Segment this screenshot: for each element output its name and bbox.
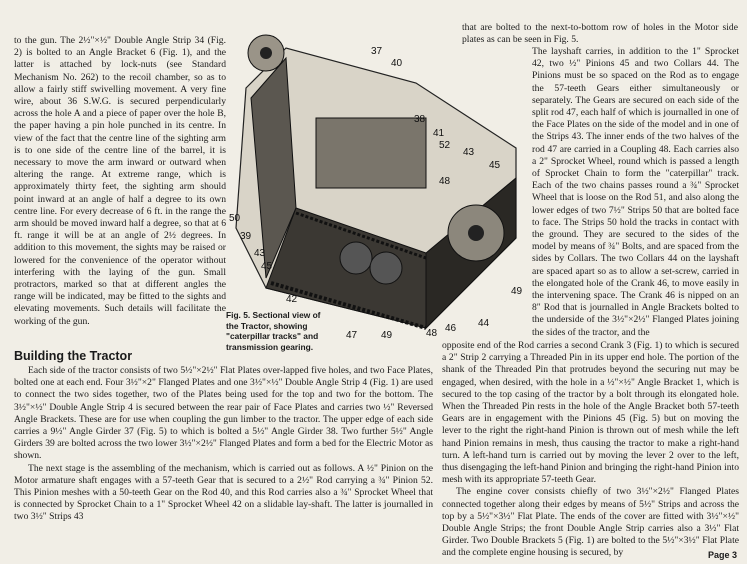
right-column-paragraph: The layshaft carries, in addition to the 1" Sprocket 42, two ½" Pinions 45 and two Collars 44. The Pinions must be so spaced on the Rod as to engage the 57-teeth Gears either simultaneously or separately. The Gears are secured on each side of the split rod 47, each half of which is journalled in one of the Face Plates on the side of the model and in one of the Strips 43. The inner ends of the two halves of the rod 47 are carried in a Coupling 48. Each carries also a 2" Sprocket Wheel, round which is passed a length of Sprocket Chain to form the "caterpillar" track. Each of the two chains passes round a ¾" Sprocket Wheel that is loose on the Rod 51, and also along the lower edges of two 7½" Strips 50 that are bolted face to face. The Strips 50 hold the tracks in contact with the ground. They are secured to the sides of the model by means of ¾" Bolts, and are spaced from the sides by Collars. The two Collars 44 on the layshaft are spaced apart so as to allow a set-screw, carried in the elongated hole of the Crank 46, to move easily in the intervening space. The Crank 46 is nipped on an 8" Rod that is journalled in Angle Brackets bolted to the underside of the 3½"×2½" Flanged Plates joining the sides of the tractor, and the [532,46,739,338]
callout-label: 43 [463,147,475,158]
bottom-paragraph-2: The next stage is the assembling of the mechanism, which is carried out as follows. A ½" Pinion on the Motor armature shaft engages with a 57-teeth Gear that is secured to a 2½" Rod carrying a ¾" Pinion 52. This Pinion meshes with a 50-teeth Gear on the Rod 40, and this Rod carries also a ¾" Sprocket Wheel that is connected by Sprocket Chain to a 1" Sprocket Wheel 42 on a slidable lay-shaft. The latter is journalled in two 3½" Strips 43 [14,462,433,523]
left-column-text [14,35,226,328]
callout-label: 52 [439,140,451,151]
callout-label: 40 [391,58,403,69]
callout-label: 45 [489,160,501,171]
callout-label: 37 [371,46,383,57]
bottom-right-paragraph-2: The engine cover consists chiefly of two 3½"×2½" Flanged Plates connected together along their edges by means of 5½" Strips and across the top by a 5½"×3½" Flat Plate. The ends of the cover are fitted with 3½"×½" Double Angle Strips; the front Double Angle Strip carries also a 3½" Flat Girder. Two Double Brackets 5 (Fig. 1) are bolted to the 5½"×3½" Flat Plate and the complete engine housing is secured, by [442,486,739,559]
callout-label [226,173,227,184]
callout-label: 45 [261,261,273,272]
bottom-paragraph-1: Each side of the tractor consists of two 5½"×2½" Flat Plates over-lapped five holes, and two Face Plates, bolted one at each end. Four 3½"×2" Flanged Plates and one 3½"×½" Double Angle Strip 4 (Fig. 1) are used to connect the two sides together, two of the Plates being used for the top and two for the bottom. The 3½"×½" Double Angle Strip 4 is secured between the rear pair of Face Plates and carries two ½" Reversed Angle Brackets. These are for use when coupling the gun limber to the tractor. The upper edge of each side carries a 9½" Angle Girder 37 (Fig. 5) to which is bolted a 5½" Angle Girder 38. Two further 5½" Angle Girders 39 are bolted across the two lower 3½"×2½" Flanged Plates and form a bed for the Electric Motor as shown. [14,365,433,462]
callout-label: 46 [445,323,457,334]
callout-label: 48 [426,328,438,339]
callout-label: 39 [240,231,252,242]
top-intro-paragraph: that are bolted to the next-to-bottom row of holes in the Motor side plates as can be seen in Fig. 5. [462,22,738,46]
callout-label: 47 [346,330,358,341]
callout-label: 50 [229,213,241,224]
tractor-sectional-figure [226,28,526,343]
figure-caption: Fig. 5. Sectional view of the Tractor, showing "caterpillar tracks" and transmission gearing. [226,310,321,352]
callout-label: 38 [414,114,426,125]
tractor-illustration [236,35,516,328]
callout-label: 43 [254,248,266,259]
callout-label: 41 [433,128,445,139]
callout-label: 49 [381,330,393,341]
section-heading: Building the Tractor [14,349,133,363]
callout-label: 42 [286,294,298,305]
bottom-left-text [14,365,433,524]
callout-label: 48 [439,176,451,187]
callout-label: 49 [511,286,523,297]
bottom-right-paragraph-1: opposite end of the Rod carries a second Crank 3 (Fig. 1) to which is secured a 2" Strip 2 carrying a Threaded Pin in its upper end hole. The portion of the shank of the Threaded Pin that protrudes beyond the securing nut may be engaged, when desired, with the hole in a ½"×½" Angle Bracket 1, which is secured to the top casing of the tractor by a bolt through its elongated hole. When the Threaded Pin rests in the hole of the Angle Bracket both 57-teeth Gears are in engagement with the Pinions 45 (Fig. 5) but on moving the lever to the right the right-hand Pinion is thrown out of mesh while the left hand Pinion remains in mesh, thus causing the tractor to make a right-hand turn. A left-hand turn is carried out by moving the lever 2 over to the left, thus disengaging the left-hand Pinion and bringing the right-hand Pinion into mesh with its appropriate 57-teeth Gear. [442,340,739,486]
callout-label: 44 [478,318,490,329]
page-number: Page 3 [707,550,737,560]
bottom-right-text [442,340,739,560]
left-column-paragraph: to the gun. The 2½"×½" Double Angle Strip 34 (Fig. 2) is bolted to an Angle Bracket 6 (Fig. 1), and the latter is attached by lock-nuts (see Standard Mechanism No. 262) to the recoil chamber, so as to allow a fairly stiff swivelling movement. A very fine wire, about 36 S.W.G. is secured perpendicularly across the hole A and a piece of paper over the hole B, the paper having a pin hole punched in its centre. In view of the fact that the centre line of the sighting arm is to one side of the centre line of the barrel, it is necessary to move the arm inward or outward when altering the range. At extreme range, which is approximately thirty feet, the sighting arm should point inward at an angle of half a degree to its own centre line. For every decrease of 6 ft. in the range the arm should be moved inward half a degree, so that at 6 ft. range it will be at an angle of 2½ degrees. In addition to this movement, the sights may be raised or lowered for the convenience of the operator without interfering with the laying of the gun. Small protractors, marked so that at different angles the range will be indicated, may be fitted to the sights and elevating movements. Such details will facilitate the working of the gun. [14,35,226,327]
